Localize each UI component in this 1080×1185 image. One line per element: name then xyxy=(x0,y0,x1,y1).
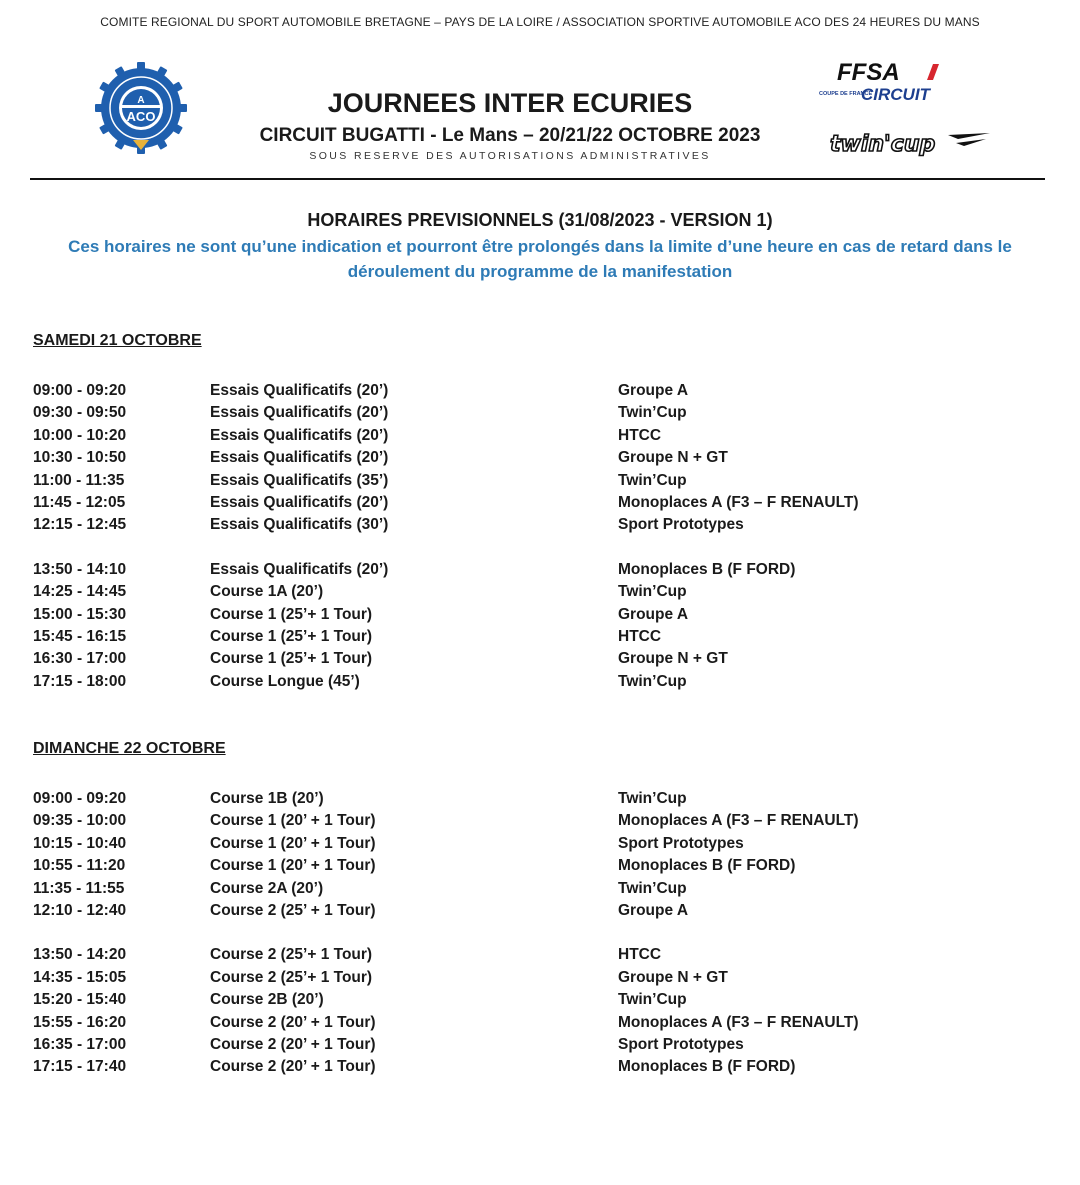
row-time: 10:55 - 11:20 xyxy=(33,857,126,875)
day-heading-saturday: SAMEDI 21 OCTOBRE xyxy=(33,332,202,349)
row-event: Course 2B (20’) xyxy=(210,991,324,1009)
row-event: Course 1 (20’ + 1 Tour) xyxy=(210,812,376,830)
schedule-row xyxy=(33,989,1033,1011)
row-event: Essais Qualificatifs (20’) xyxy=(210,382,389,399)
row-event: Course 2 (25’+ 1 Tour) xyxy=(210,946,373,964)
schedule-row xyxy=(33,447,1033,469)
row-event: Course 2 (20’ + 1 Tour) xyxy=(210,1013,376,1031)
row-time: 09:35 - 10:00 xyxy=(33,812,127,830)
schedule-row xyxy=(33,671,1033,693)
title-block xyxy=(220,86,800,162)
row-category: Twin’Cup xyxy=(618,991,687,1009)
row-category: HTCC xyxy=(618,946,662,964)
row-time: 11:45 - 12:05 xyxy=(33,493,126,511)
row-category: Sport Prototypes xyxy=(618,834,744,852)
page-title: JOURNEES INTER ECURIES xyxy=(327,88,693,118)
twincup-logo xyxy=(828,125,993,160)
row-category: HTCC xyxy=(618,426,662,444)
reserve-note: SOUS RESERVE DES AUTORISATIONS ADMINISTRATIVES xyxy=(309,150,711,162)
schedule-row xyxy=(33,425,1033,447)
row-time: 14:25 - 14:45 xyxy=(33,583,127,601)
row-time: 09:00 - 09:20 xyxy=(33,382,127,399)
row-event: Course 1B (20’) xyxy=(210,790,324,807)
row-event: Essais Qualificatifs (20’) xyxy=(210,449,389,467)
schedule-row xyxy=(33,1056,1033,1078)
row-time: 16:30 - 17:00 xyxy=(33,650,127,668)
row-event: Course 1 (25’+ 1 Tour) xyxy=(210,650,373,668)
row-time: 16:35 - 17:00 xyxy=(33,1035,127,1053)
schedule-row xyxy=(33,380,1033,402)
row-event: Course 1 (20’ + 1 Tour) xyxy=(210,834,376,852)
row-event: Course 2 (20’ + 1 Tour) xyxy=(210,1058,376,1076)
row-time: 14:35 - 15:05 xyxy=(33,968,127,986)
row-time: 15:00 - 15:30 xyxy=(33,605,127,623)
schedule-row xyxy=(33,626,1033,648)
schedule-row xyxy=(33,559,1033,581)
row-event: Essais Qualificatifs (20’) xyxy=(210,426,389,444)
row-time: 17:15 - 17:40 xyxy=(33,1058,127,1076)
schedule-row xyxy=(33,648,1033,670)
schedule-row xyxy=(33,581,1033,603)
row-time: 11:00 - 11:35 xyxy=(33,471,125,489)
svg-text:CIRCUIT: CIRCUIT xyxy=(861,85,930,104)
row-category: Sport Prototypes xyxy=(618,1035,744,1053)
svg-text:COUPE DE FRANCE: COUPE DE FRANCE xyxy=(819,91,873,97)
row-event: Course 2A (20’) xyxy=(210,879,324,897)
row-event: Essais Qualificatifs (35’) xyxy=(210,471,389,489)
row-category: Monoplaces B (F FORD) xyxy=(618,857,796,875)
row-category: Twin’Cup xyxy=(618,583,687,601)
row-event: Course 2 (25’ + 1 Tour) xyxy=(210,901,376,919)
svg-text:FFSA: FFSA xyxy=(837,59,900,86)
row-event: Essais Qualificatifs (20’) xyxy=(210,493,389,511)
schedule-row xyxy=(33,810,1033,832)
row-category: HTCC xyxy=(618,627,662,645)
sunday-schedule xyxy=(33,788,1033,1079)
row-event: Course 2 (25’+ 1 Tour) xyxy=(210,968,373,986)
row-category: Groupe N + GT xyxy=(618,650,728,668)
row-time: 12:10 - 12:40 xyxy=(33,901,127,919)
schedule-row xyxy=(33,900,1033,922)
row-category: Groupe N + GT xyxy=(618,449,728,467)
row-time: 09:00 - 09:20 xyxy=(33,790,127,807)
row-time: 13:50 - 14:10 xyxy=(33,560,127,578)
schedule-row xyxy=(33,492,1033,514)
schedule-row xyxy=(33,788,1033,810)
schedule-row xyxy=(33,967,1033,989)
row-category: Groupe A xyxy=(618,605,689,623)
row-event: Course Longue (45’) xyxy=(210,672,360,690)
row-time: 09:30 - 09:50 xyxy=(33,404,127,422)
row-category: Monoplaces A (F3 – F RENAULT) xyxy=(618,1013,859,1031)
row-event: Essais Qualificatifs (20’) xyxy=(210,560,389,578)
row-category: Monoplaces A (F3 – F RENAULT) xyxy=(618,493,859,511)
saturday-schedule xyxy=(33,380,1033,693)
aco-logo xyxy=(93,60,189,156)
schedule-row xyxy=(33,514,1033,536)
row-event: Course 2 (20’ + 1 Tour) xyxy=(210,1035,376,1053)
schedule-heading: HORAIRES PREVISIONNELS (31/08/2023 - VERSION 1) xyxy=(307,210,773,230)
row-event: Course 1A (20’) xyxy=(210,583,324,601)
row-category: Twin’Cup xyxy=(618,790,687,807)
row-category: Groupe N + GT xyxy=(618,968,728,986)
svg-text:twin'cup: twin'cup xyxy=(830,132,936,157)
row-event: Essais Qualificatifs (30’) xyxy=(210,516,389,534)
svg-text:ACO: ACO xyxy=(126,109,156,124)
row-event: Course 1 (20’ + 1 Tour) xyxy=(210,857,376,875)
schedule-row xyxy=(33,470,1033,492)
svg-text:A: A xyxy=(137,95,145,106)
row-time: 15:55 - 16:20 xyxy=(33,1013,127,1031)
row-event: Course 1 (25’+ 1 Tour) xyxy=(210,627,373,645)
row-time: 17:15 - 18:00 xyxy=(33,672,127,690)
row-category: Groupe A xyxy=(618,382,689,399)
row-category: Twin’Cup xyxy=(618,471,687,489)
schedule-row xyxy=(33,604,1033,626)
row-time: 10:15 - 10:40 xyxy=(33,834,127,852)
row-time: 11:35 - 11:55 xyxy=(33,879,125,897)
row-event: Essais Qualificatifs (20’) xyxy=(210,404,389,422)
row-category: Twin’Cup xyxy=(618,672,687,690)
row-category: Monoplaces A (F3 – F RENAULT) xyxy=(618,812,859,830)
schedule-notice: Ces horaires ne sont qu’une indication et pourront être prolongés dans la limite d’une heure en cas de retard dans le déroulement du programme de la manifestation xyxy=(68,237,1012,281)
ffsa-logo xyxy=(815,58,965,108)
row-time: 12:15 - 12:45 xyxy=(33,516,127,534)
schedule-row xyxy=(33,944,1033,966)
row-time: 15:45 - 16:15 xyxy=(33,627,127,645)
event-subtitle: CIRCUIT BUGATTI - Le Mans – 20/21/22 OCTOBRE 2023 xyxy=(259,125,761,146)
row-category: Twin’Cup xyxy=(618,404,687,422)
row-time: 10:00 - 10:20 xyxy=(33,426,127,444)
row-category: Twin’Cup xyxy=(618,879,687,897)
row-time: 13:50 - 14:20 xyxy=(33,946,127,964)
schedule-row xyxy=(33,855,1033,877)
schedule-row xyxy=(33,878,1033,900)
schedule-row xyxy=(33,402,1033,424)
row-time: 15:20 - 15:40 xyxy=(33,991,127,1009)
row-category: Sport Prototypes xyxy=(618,516,744,534)
day-heading-sunday: DIMANCHE 22 OCTOBRE xyxy=(33,740,226,757)
row-category: Monoplaces B (F FORD) xyxy=(618,1058,796,1076)
row-category: Monoplaces B (F FORD) xyxy=(618,560,796,578)
schedule-row xyxy=(33,1034,1033,1056)
schedule-row xyxy=(33,1012,1033,1034)
row-time: 10:30 - 10:50 xyxy=(33,449,127,467)
row-category: Groupe A xyxy=(618,901,689,919)
schedule-row xyxy=(33,833,1033,855)
row-event: Course 1 (25’+ 1 Tour) xyxy=(210,605,373,623)
organizers-line: COMITE REGIONAL DU SPORT AUTOMOBILE BRETAGNE – PAYS DE LA LOIRE / ASSOCIATION SPORTIVE AUTOMOBILE ACO DES 24 HEURES DU MANS xyxy=(100,15,980,29)
header-divider xyxy=(30,178,1045,180)
